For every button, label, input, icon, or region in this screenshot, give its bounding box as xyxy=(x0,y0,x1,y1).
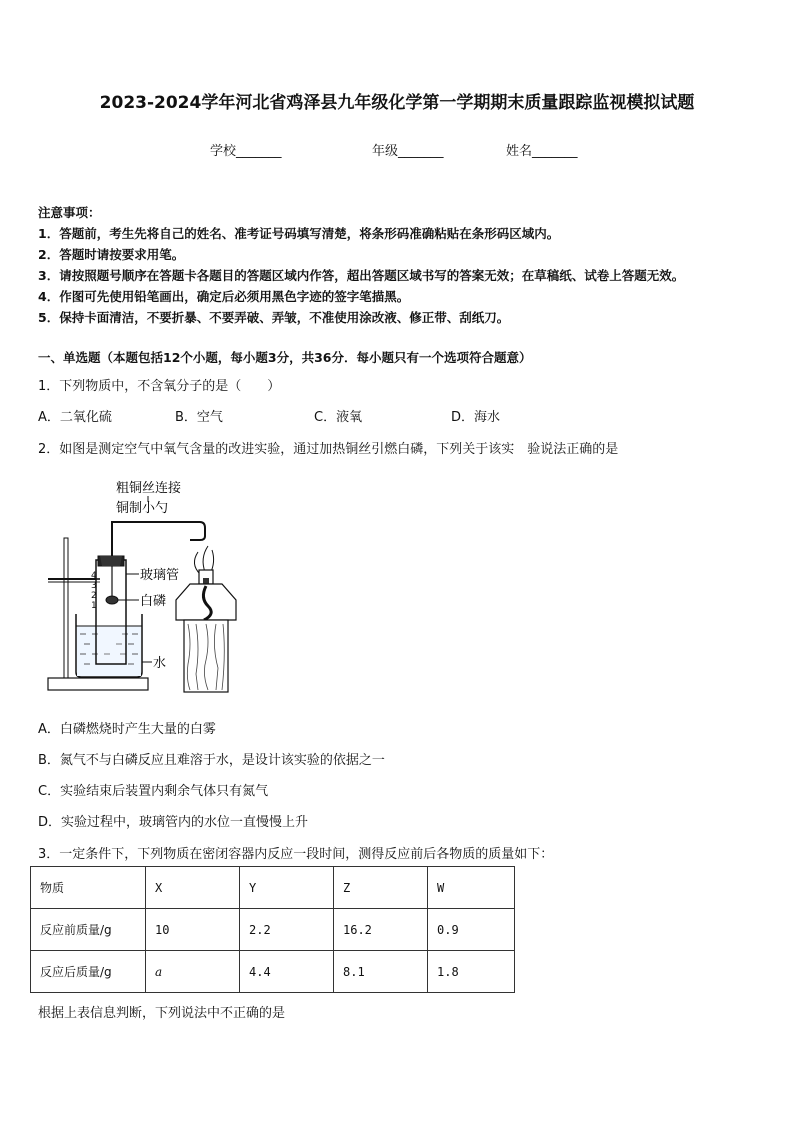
table-cell: 反应前质量/g xyxy=(31,909,146,951)
question-1-stem: 1．下列物质中，不含氧分子的是（ ） xyxy=(38,379,281,394)
school-field: 学校_______ xyxy=(210,144,282,159)
table-cell: 1.8 xyxy=(428,951,515,993)
question-3-follow: 根据上表信息判断，下列说法中不正确的是 xyxy=(38,1006,286,1021)
notice-item: 1．答题前，考生先将自己的姓名、准考证号码填写清楚，将条形码准确粘贴在条形码区域内。 xyxy=(38,226,560,241)
question-3-stem: 3．一定条件下，下列物质在密闭容器内反应一段时间，测得反应前后各物质的质量如下： xyxy=(38,847,554,862)
table-cell: 2.2 xyxy=(240,909,334,951)
q2-option-d: D．实验过程中，玻璃管内的水位一直慢慢上升 xyxy=(38,815,309,830)
table-cell: W xyxy=(428,867,515,909)
label-wire: 粗铜丝连接 xyxy=(116,481,182,496)
table-cell: a xyxy=(146,951,240,993)
mass-table xyxy=(30,866,515,993)
table-cell: 反应后质量/g xyxy=(31,951,146,993)
q2-option-a: A．白磷燃烧时产生大量的白雾 xyxy=(38,722,216,737)
notice-heading: 注意事项： xyxy=(38,205,101,220)
experiment-figure xyxy=(40,474,250,699)
notice-item: 4．作图可先使用铅笔画出，确定后必须用黑色字迹的签字笔描黑。 xyxy=(38,289,410,304)
q1-option-a: A．二氧化硫 xyxy=(38,410,112,425)
scale-3: 3 xyxy=(91,581,97,591)
notice-item: 3．请按照题号顺序在答题卡各题目的答题区域内作答，超出答题区域书写的答案无效；在草稿纸、试卷上答题无效。 xyxy=(38,268,685,283)
q1-option-c: C．液氧 xyxy=(314,410,363,425)
table-cell: 10 xyxy=(146,909,240,951)
q1-option-d: D．海水 xyxy=(451,410,501,425)
scale-4: 4 xyxy=(91,571,97,581)
table-cell: 8.1 xyxy=(334,951,428,993)
label-phosphorus: 白磷 xyxy=(140,594,167,609)
grade-field: 年级_______ xyxy=(372,144,444,159)
table-cell: X xyxy=(146,867,240,909)
q2-option-c: C．实验结束后装置内剩余气体只有氮气 xyxy=(38,784,269,799)
label-tube: 玻璃管 xyxy=(140,568,180,583)
table-cell: 0.9 xyxy=(428,909,515,951)
table-row xyxy=(31,867,515,909)
scale-1: 1 xyxy=(91,601,97,611)
question-2-stem: 2．如图是测定空气中氧气含量的改进实验，通过加热铜丝引燃白磷，下列关于该实 验说法正确的是 xyxy=(38,442,619,457)
label-water: 水 xyxy=(153,656,167,671)
table-cell: 4.4 xyxy=(240,951,334,993)
name-field: 姓名_______ xyxy=(506,144,578,159)
scale-2: 2 xyxy=(91,591,97,601)
table-cell: 物质 xyxy=(31,867,146,909)
exam-title: 2023-2024学年河北省鸡泽县九年级化学第一学期期末质量跟踪监视模拟试题 xyxy=(99,93,695,113)
notice-item: 2．答题时请按要求用笔。 xyxy=(38,247,185,262)
table-cell: Z xyxy=(334,867,428,909)
notice-item: 5．保持卡面清洁，不要折暴、不要弄破、弄皱，不准使用涂改液、修正带、刮纸刀。 xyxy=(38,310,510,325)
label-spoon: 铜制小勺 xyxy=(116,501,169,516)
section-heading: 一、单选题（本题包括12个小题，每小题3分，共36分．每小题只有一个选项符合题意） xyxy=(38,350,532,365)
q1-option-b: B．空气 xyxy=(175,410,223,425)
table-row xyxy=(31,951,515,993)
table-cell: 16.2 xyxy=(334,909,428,951)
table-row xyxy=(31,909,515,951)
q2-option-b: B．氮气不与白磷反应且难溶于水，是设计该实验的依据之一 xyxy=(38,753,385,768)
table-cell: Y xyxy=(240,867,334,909)
